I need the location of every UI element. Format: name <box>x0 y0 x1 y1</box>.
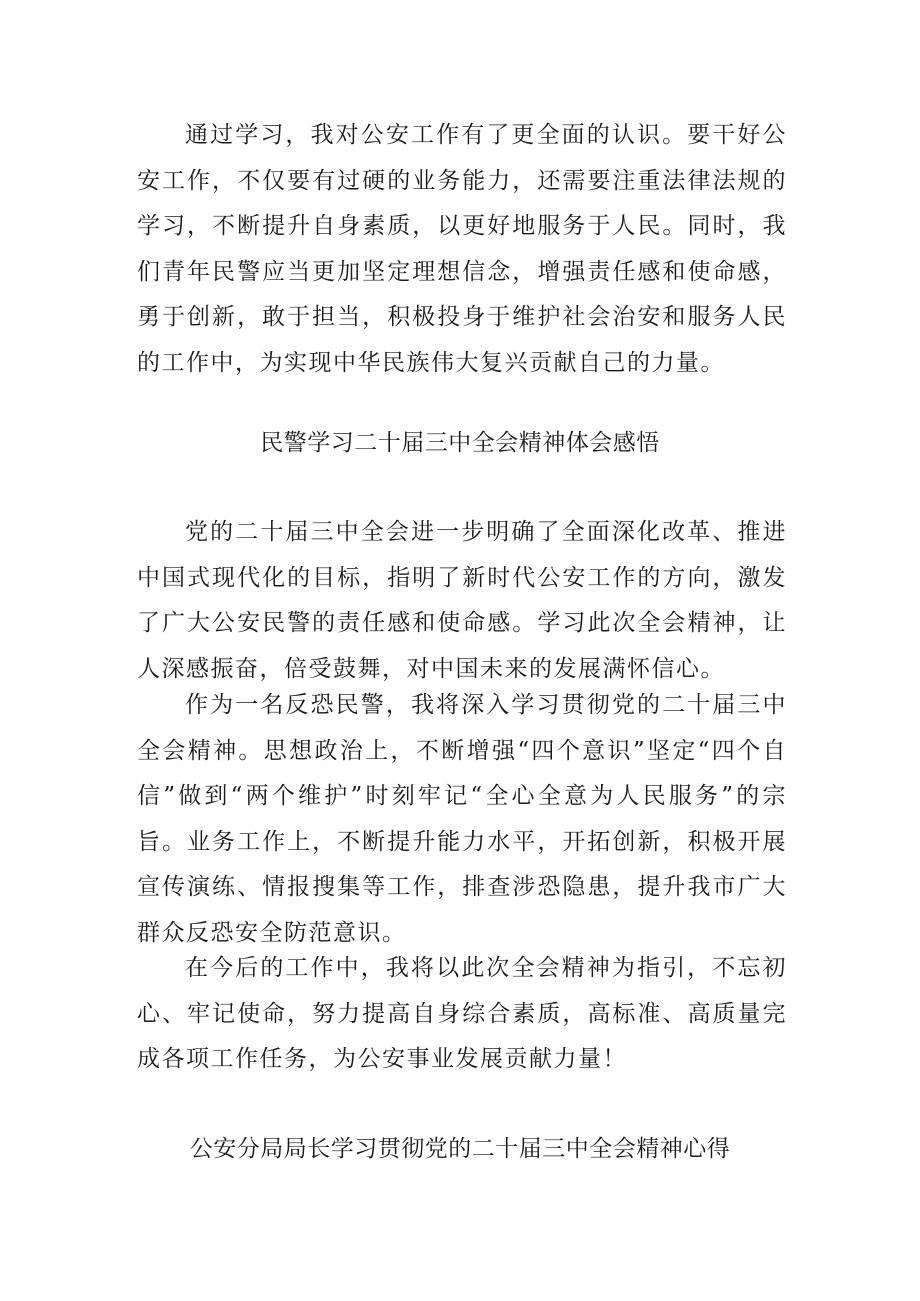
section-heading-1: 民警学习二十届三中全会精神体会感悟 <box>260 430 660 456</box>
section-1-paragraph-3: 在今后的工作中，我将以此次全会精神为指引，不忘初心、牢记使命，努力提高自身综合素质，高标准、高质量完成各项工作任务，为公安事业发展贡献力量！ <box>137 955 787 1072</box>
section-heading-2: 公安分局局长学习贯彻党的二十届三中全会精神心得 <box>189 1136 731 1162</box>
section-1-paragraph-1: 党的二十届三中全会进一步明确了全面深化改革、推进中国式现代化的目标，指明了新时代公安工作的方向，激发了广大公安民警的责任感和使命感。学习此次全会精神，让人深感振奋，倍受鼓舞，对中国未来的发展满怀信心。 <box>137 519 787 682</box>
intro-paragraph: 通过学习，我对公安工作有了更全面的认识。要干好公安工作，不仅要有过硬的业务能力，还需要注重法律法规的学习，不断提升自身素质，以更好地服务于人民。同时，我们青年民警应当更加坚定理想信念，增强责任感和使命感，勇于创新，敢于担当，积极投身于维护社会治安和服务人民的工作中，为实现中华民族伟大复兴贡献自己的力量。 <box>137 122 787 376</box>
section-1-paragraph-2: 作为一名反恐民警，我将深入学习贯彻党的二十届三中全会精神。思想政治上，不断增强“四个意识”坚定“四个自信”做到“两个维护”时刻牢记“全心全意为人民服务”的宗旨。业务工作上，不断提升能力水平，开拓创新，积极开展宣传演练、情报搜集等工作，排查涉恐隐患，提升我市广大群众反恐安全防范意识。 <box>137 692 787 946</box>
